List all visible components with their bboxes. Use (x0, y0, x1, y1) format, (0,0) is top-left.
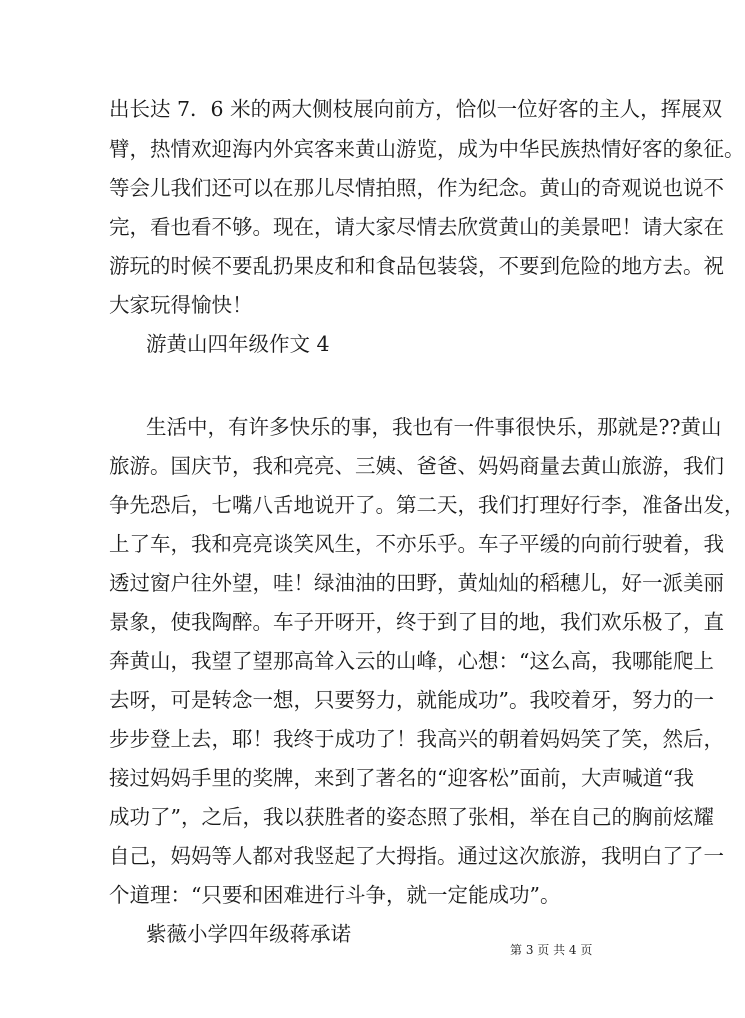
paragraph-2-line: 景象，使我陶醉。车子开呀开，终于到了目的地，我们欢乐极了，直 (109, 610, 724, 634)
paragraph-2-line: 自己，妈妈等人都对我竖起了大拇指。通过这次旅游，我明白了了一 (109, 844, 724, 868)
paragraph-2-line: 接过妈妈手里的奖牌，来到了著名的“迎客松”面前，大声喊道“我 (109, 766, 694, 790)
paragraph-2-line: 争先恐后，七嘴八舌地说开了。第二天，我们打理好行李，准备出发， (109, 493, 745, 517)
paragraph-2-line: 旅游。国庆节，我和亮亮、三姨、爸爸、妈妈商量去黄山旅游，我们 (109, 454, 724, 478)
paragraph-1-line: 臂，热情欢迎海内外宾客来黄山游览，成为中华民族热情好客的象征。 (109, 137, 745, 161)
paragraph-2-line: 个道理：“只要和困难进行斗争，就一定能成功”。 (109, 883, 561, 907)
paragraph-2-line: 生活中，有许多快乐的事，我也有一件事很快乐，那就是??黄山 (146, 415, 722, 439)
essay-heading: 游黄山四年级作文 4 (146, 332, 330, 356)
paragraph-1-line: 等会儿我们还可以在那儿尽情拍照，作为纪念。黄山的奇观说也说不 (109, 176, 724, 200)
paragraph-2-line: 透过窗户往外望，哇！绿油油的田野，黄灿灿的稻穗儿，好一派美丽 (109, 571, 724, 595)
paragraph-2-line: 去呀，可是转念一想，只要努力，就能成功”。我咬着牙，努力的一 (109, 688, 714, 712)
page-number: 第 3 页 共 4 页 (510, 943, 593, 957)
author-signature: 紫薇小学四年级蒋承诺 (146, 922, 351, 946)
paragraph-2-line: 步步登上去，耶！我终于成功了！我高兴的朝着妈妈笑了笑，然后， (109, 727, 724, 751)
paragraph-2-line: 成功了”，之后，我以获胜者的姿态照了张相，举在自己的胸前炫耀 (109, 805, 714, 829)
paragraph-1-line: 完，看也看不够。现在，请大家尽情去欣赏黄山的美景吧！请大家在 (109, 215, 724, 239)
paragraph-2-line: 上了车，我和亮亮谈笑风生，不亦乐乎。车子平缓的向前行驶着，我 (109, 532, 724, 556)
paragraph-1-line: 大家玩得愉快！ (109, 293, 253, 317)
paragraph-1-line: 游玩的时候不要乱扔果皮和和食品包装袋，不要到危险的地方去。祝 (109, 254, 724, 278)
paragraph-1-line: 出长达 7．6 米的两大侧枝展向前方，恰似一位好客的主人，挥展双 (109, 97, 723, 121)
paragraph-2-line: 奔黄山，我望了望那高耸入云的山峰，心想：“这么高，我哪能爬上 (109, 649, 714, 673)
